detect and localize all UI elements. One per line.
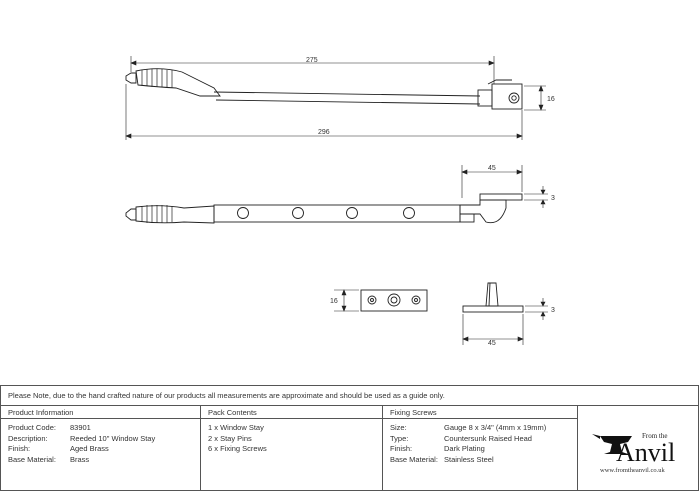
dim-overall-length: 296 xyxy=(318,129,330,136)
row-label: Size: xyxy=(390,423,407,432)
product-info-rows xyxy=(1,419,200,465)
logo-brand: Anvil xyxy=(616,438,676,467)
product-info-row xyxy=(8,434,200,445)
stay-top-view xyxy=(126,69,522,109)
pack-item: 1 x Window Stay xyxy=(208,423,264,432)
pack-contents-heading: Pack Contents xyxy=(201,406,382,419)
pin-plate-plan xyxy=(361,290,427,311)
fixing-screws-row xyxy=(390,423,577,434)
pack-contents-list xyxy=(201,419,382,455)
info-panel xyxy=(0,385,699,491)
dim-pin-thickness: 3 xyxy=(551,195,555,202)
fixing-screws-section xyxy=(383,406,578,491)
row-label: Finish: xyxy=(390,444,413,453)
row-value: Countersunk Raised Head xyxy=(444,433,532,443)
row-label: Base Material: xyxy=(8,454,56,464)
row-value: Dark Plating xyxy=(444,444,485,453)
row-value: Reeded 10" Window Stay xyxy=(70,433,156,443)
row-label: Type: xyxy=(390,433,409,443)
dim-overall-top: 275 xyxy=(306,57,318,64)
product-info-row xyxy=(8,444,200,455)
anvil-logo xyxy=(578,406,700,491)
product-info-section xyxy=(1,406,201,491)
dim-plate-height: 16 xyxy=(330,298,338,305)
disclaimer-note: Please Note, due to the hand crafted nature of our products all measurements are approximate and should be used as a guide only. xyxy=(1,386,698,406)
logo-from-the: From the xyxy=(642,432,668,440)
pack-item: 6 x Fixing Screws xyxy=(208,444,267,453)
stay-side-view xyxy=(126,194,522,223)
dim-plate-length: 45 xyxy=(488,340,496,347)
fixing-screws-rows xyxy=(383,419,577,465)
row-label: Finish: xyxy=(8,444,31,453)
product-info-heading: Product Information xyxy=(1,406,200,419)
row-value: 83901 xyxy=(70,423,91,432)
row-label: Description: xyxy=(8,433,48,443)
product-info-row xyxy=(8,455,200,466)
dim-pin-offset: 45 xyxy=(488,165,496,172)
product-info-row xyxy=(8,423,200,434)
pin-plate-side xyxy=(463,283,523,312)
row-label: Product Code: xyxy=(8,423,56,432)
row-value: Gauge 8 x 3/4" (4mm x 19mm) xyxy=(444,423,547,432)
fixing-screws-row xyxy=(390,444,577,455)
row-label: Base Material: xyxy=(390,454,438,464)
row-value: Brass xyxy=(70,454,90,464)
dim-height-top: 16 xyxy=(547,96,555,103)
logo-url: www.fromtheanvil.co.uk xyxy=(600,467,665,474)
fixing-screws-row xyxy=(390,434,577,445)
fixing-screws-heading: Fixing Screws xyxy=(383,406,577,419)
row-value: Stainless Steel xyxy=(444,454,494,464)
pack-item: 2 x Stay Pins xyxy=(208,433,252,443)
fixing-screws-row xyxy=(390,455,577,466)
row-value: Aged Brass xyxy=(70,444,109,453)
pack-contents-section xyxy=(201,406,383,491)
dim-plate-thickness: 3 xyxy=(551,307,555,314)
